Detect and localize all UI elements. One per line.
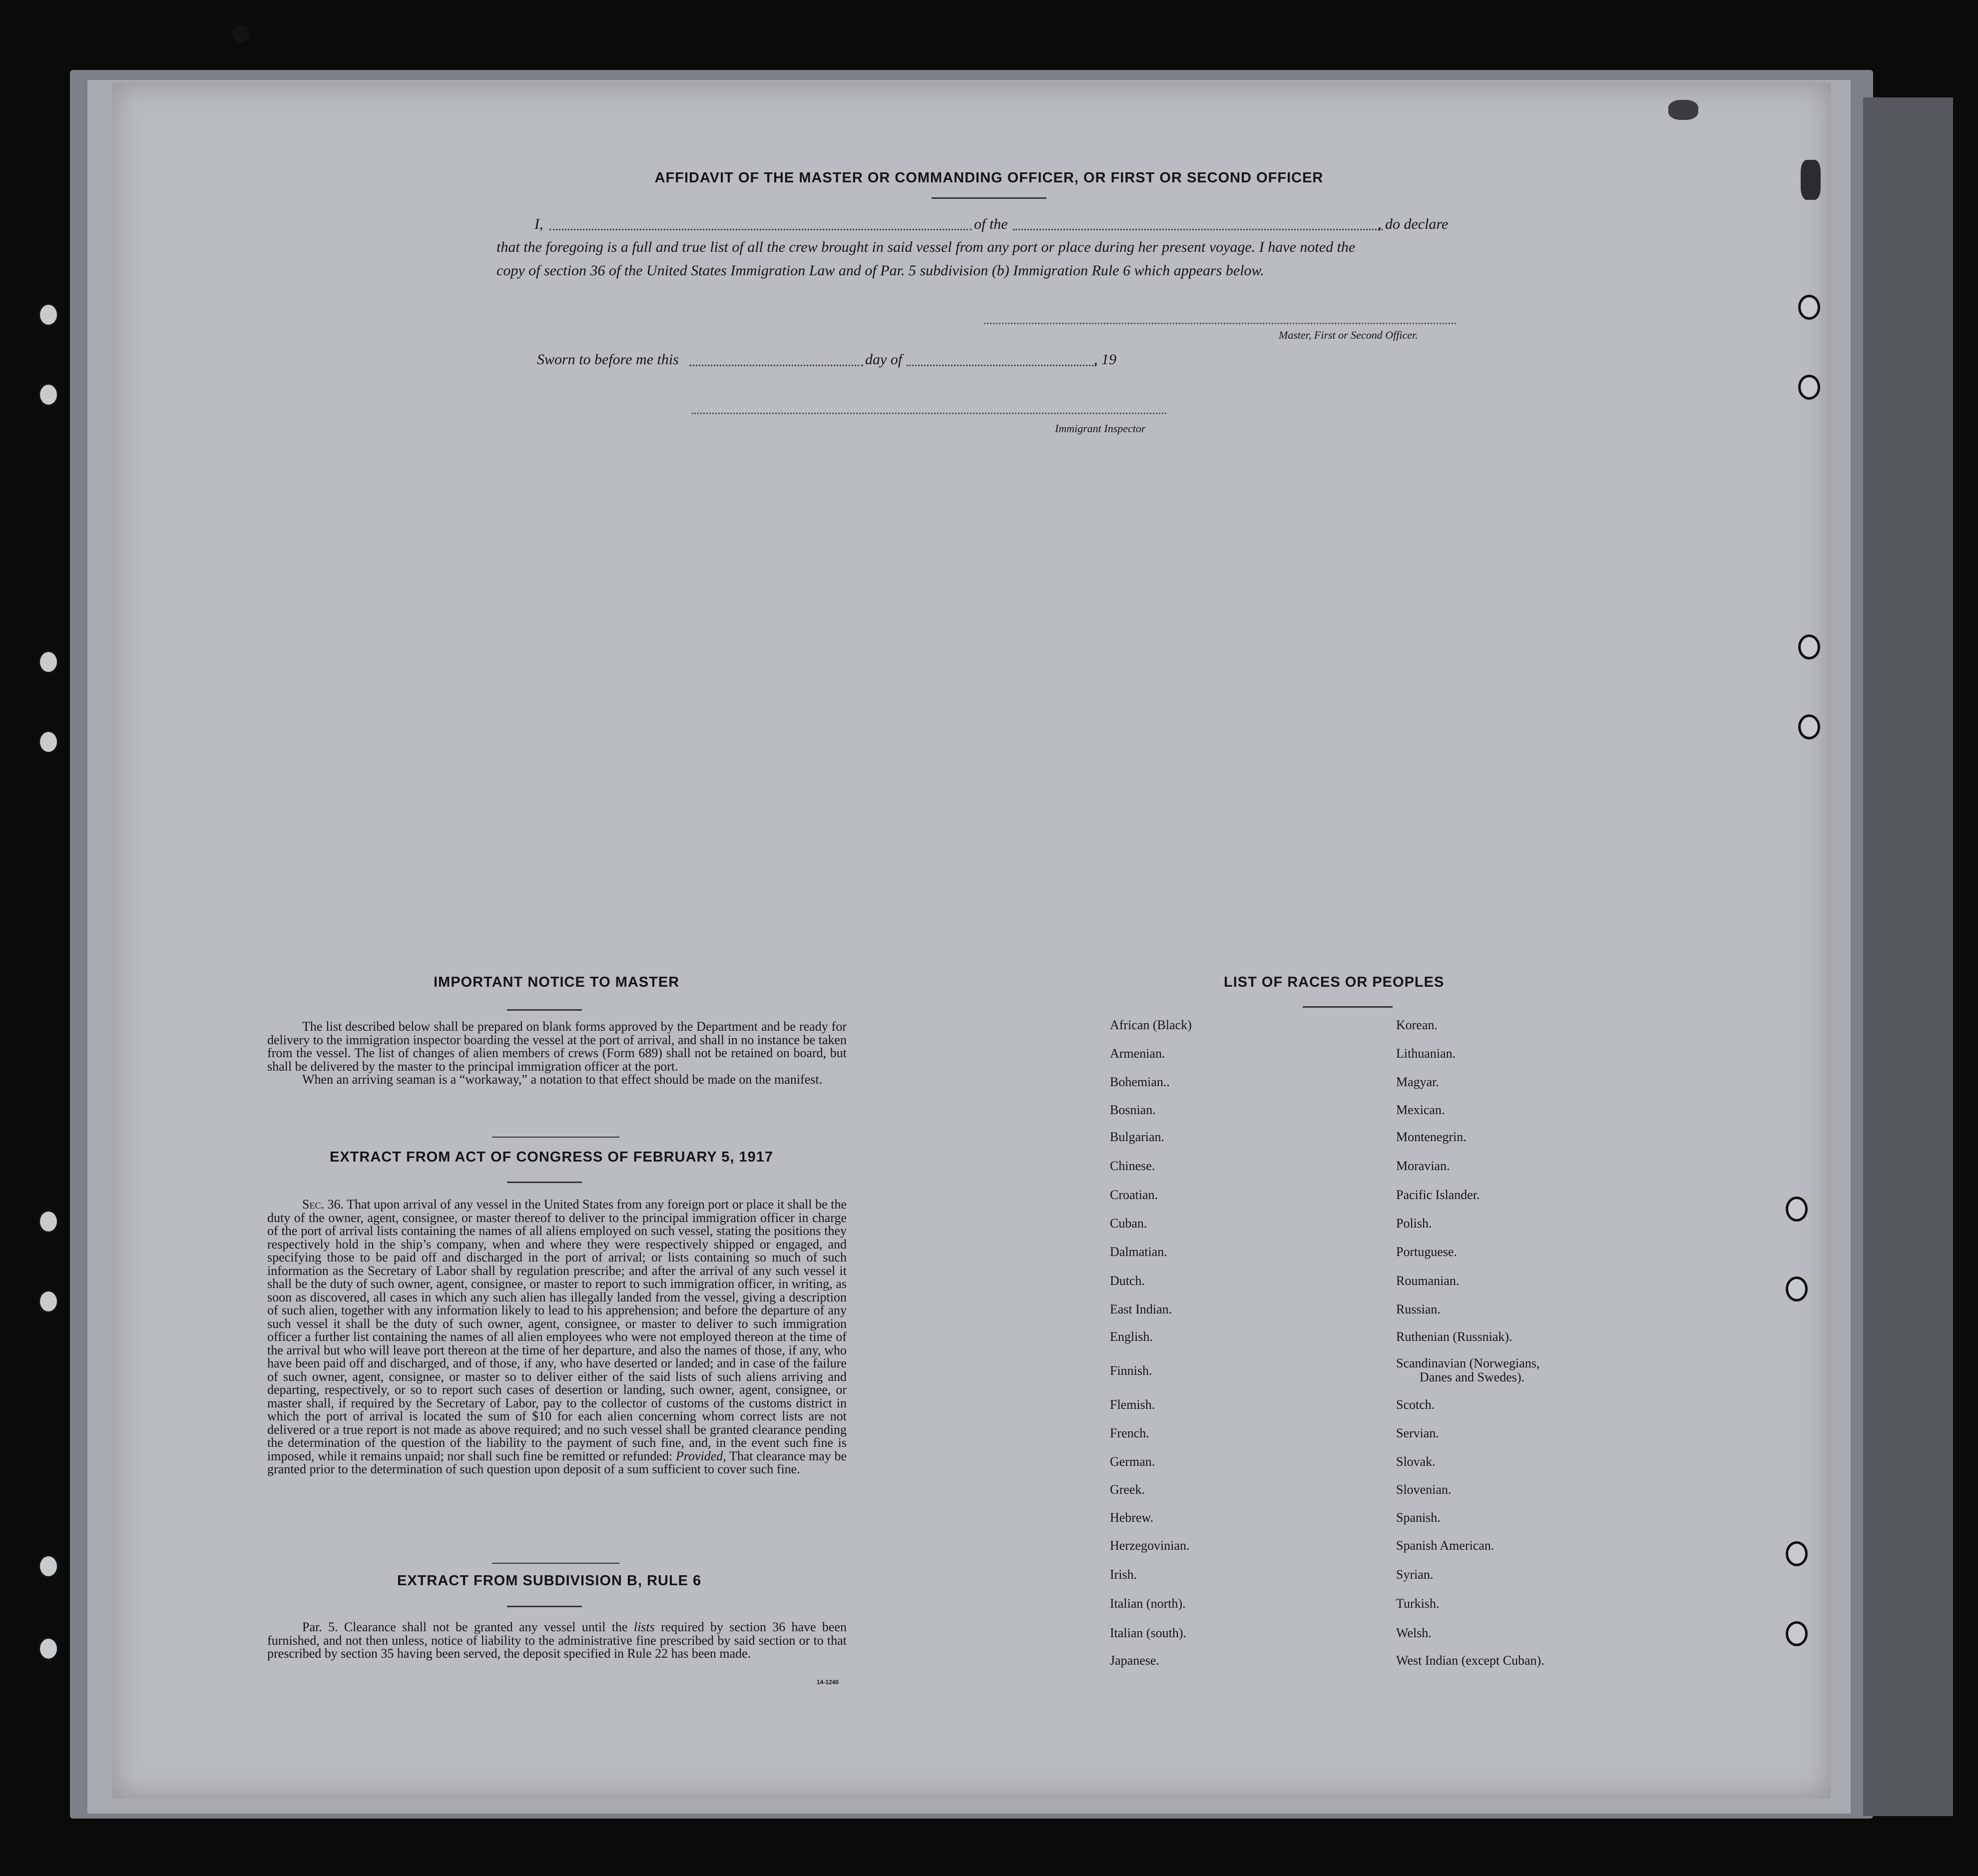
race-item: Italian (south). bbox=[1110, 1626, 1187, 1640]
sworn-month-blank bbox=[907, 365, 1096, 366]
races-rule bbox=[1303, 1006, 1393, 1008]
race-item: French. bbox=[1110, 1426, 1149, 1440]
notice-rule bbox=[507, 1009, 582, 1011]
race-item: Bulgarian. bbox=[1110, 1130, 1165, 1144]
inspector-label: Immigrant Inspector bbox=[1055, 422, 1146, 435]
race-item: Bosnian. bbox=[1110, 1103, 1156, 1117]
race-item: East Indian. bbox=[1110, 1302, 1172, 1316]
proviso-label: Provided, bbox=[675, 1448, 726, 1463]
race-item: Spanish. bbox=[1396, 1510, 1441, 1525]
race-item: Slovenian. bbox=[1396, 1482, 1452, 1497]
race-item: Portuguese. bbox=[1396, 1245, 1458, 1259]
binding-hole bbox=[37, 1289, 59, 1314]
race-item: Welsh. bbox=[1396, 1626, 1432, 1640]
rule-rule bbox=[507, 1606, 582, 1607]
act-text: That upon arrival of any vessel in the United States from any foreign port or place it shall be the duty of the owner, agent, consignee, or master thereof to deliver to the principal immigration officer in charge of the port of arrival lists containing the names of all aliens employed on such vessel, stating the positions they respectively hold in the ship’s company, when and where they were respectively shipped or engaged, and specifying those to be paid off and discharged in the port of arrival; or lists containing so much of such information as the Secretary of Labor shall by regulation prescribe; and after the arrival of any such vessel it shall be the duty of such owner, agent, consignee, or master to report to such immigration officer, in writing, as soon as discovered, all cases in which any such alien has illegally landed from the vessel, giving a description of such alien, together with any information likely to lead to his apprehension; and before the departure of any such vessel it shall be the duty of such owner, agent, consignee, or master to deliver to such immigration officer a further list containing the names of all alien employees who were not employed thereon at the time of the arrival but who will leave port thereon at the time of her departure, and also the names of those, if any, who have been paid off and discharged, and of those, if any, who have deserted or landed; and in case of the failure of such owner, agent, consignee, or master so to deliver either of the said lists of such aliens arriving and departing, respectively, or so to report such cases of desertion or landing, such owner, agent, consignee, or master shall, if required by the Secretary of Labor, pay to the collector of customs of the customs district in which the port of arrival is located the sum of $10 for each alien concerning whom correct lists are not delivered or a true report is not made as above required; and no such vessel shall be granted clearance pending the determination of the question of the liability to the payment of such fine, and, in the event such fine is imposed, while it remains unpaid; nor shall such fine be remitted or refunded: bbox=[267, 1197, 847, 1463]
race-item: Magyar. bbox=[1396, 1075, 1439, 1089]
binding-hole bbox=[37, 729, 59, 754]
binding-hole bbox=[37, 302, 59, 327]
race-item: German. bbox=[1110, 1454, 1155, 1469]
inspector-signature-line bbox=[692, 413, 1166, 414]
binding-hole bbox=[1798, 714, 1820, 739]
sworn-day-blank bbox=[689, 365, 863, 366]
title-rule bbox=[932, 197, 1046, 199]
rule-text-before: Par. 5. Clearance shall not be granted any vessel until the bbox=[302, 1620, 628, 1634]
race-item: Spanish American. bbox=[1396, 1538, 1494, 1553]
notice-paragraph: The list described below shall be prepared on blank forms approved by the Department and be ready for delivery to the immigration inspector boarding the vessel at the port of arrival, and shall in no instance be taken from the vessel. The list of changes of alien members of crews (Form 689) shall not be retained on board, but shall be delivered by the master to the principal immigration officer at the port. bbox=[267, 1019, 847, 1074]
notice-title: IMPORTANT NOTICE TO MASTER bbox=[434, 974, 680, 990]
rule-text-after: required by section 36 have been furnished, and not then unless, notice of liability to the administrative fine prescribed by said section or to that prescribed by section 35 having been served, the deposit specified in Rule 22 has been made. bbox=[267, 1620, 847, 1661]
binding-hole bbox=[1786, 1621, 1808, 1646]
race-item: Irish. bbox=[1110, 1567, 1137, 1582]
race-item: Scandinavian (Norwegians, bbox=[1396, 1356, 1540, 1370]
ink-blot bbox=[1668, 100, 1698, 120]
race-item: Slovak. bbox=[1396, 1454, 1436, 1469]
binding-hole bbox=[1798, 375, 1820, 400]
binding-hole bbox=[1798, 634, 1820, 659]
section-label: Sec. 36. bbox=[302, 1197, 344, 1212]
race-item: Danes and Swedes). bbox=[1420, 1370, 1525, 1384]
race-item: Greek. bbox=[1110, 1482, 1145, 1497]
race-item: Polish. bbox=[1396, 1216, 1432, 1231]
sworn-prefix: Sworn to before me this bbox=[537, 351, 679, 368]
race-item: Turkish. bbox=[1396, 1596, 1440, 1611]
affidavit-i: I, bbox=[534, 216, 543, 232]
master-signature-label: Master, First or Second Officer. bbox=[1279, 329, 1418, 341]
race-item: Herzegovinian. bbox=[1110, 1538, 1190, 1553]
rule-extract-body bbox=[267, 1621, 847, 1661]
race-item: Dutch. bbox=[1110, 1273, 1145, 1288]
race-item: Roumanian. bbox=[1396, 1273, 1460, 1288]
notice-body bbox=[267, 1020, 847, 1087]
divider bbox=[492, 1137, 619, 1138]
punch-mark bbox=[232, 25, 249, 42]
race-item: Mexican. bbox=[1396, 1103, 1445, 1117]
act-extract-title: EXTRACT FROM ACT OF CONGRESS OF FEBRUARY 5, 1917 bbox=[330, 1149, 774, 1165]
race-item: Montenegrin. bbox=[1396, 1130, 1467, 1144]
name-blank bbox=[549, 229, 972, 230]
binding-hole bbox=[1786, 1197, 1808, 1222]
race-item: Servian. bbox=[1396, 1426, 1439, 1440]
divider bbox=[492, 1563, 619, 1564]
race-item: Scotch. bbox=[1396, 1397, 1435, 1412]
master-signature-line bbox=[984, 323, 1456, 324]
affidavit-title: AFFIDAVIT OF THE MASTER OR COMMANDING OFFICER, OR FIRST OR SECOND OFFICER bbox=[654, 170, 1324, 186]
sworn-year: , 19 bbox=[1094, 351, 1116, 368]
form-page bbox=[112, 82, 1831, 1799]
race-item: Japanese. bbox=[1110, 1653, 1159, 1668]
vessel-blank bbox=[1013, 229, 1383, 230]
race-item: Flemish. bbox=[1110, 1397, 1155, 1412]
race-item: Russian. bbox=[1396, 1302, 1441, 1316]
affidavit-declare: , do declare bbox=[1378, 216, 1449, 232]
race-item: Hebrew. bbox=[1110, 1510, 1154, 1525]
race-item: Korean. bbox=[1396, 1018, 1438, 1032]
race-item: Ruthenian (Russniak). bbox=[1396, 1329, 1512, 1344]
affidavit-line3: copy of section 36 of the United States Immigration Law and of Par. 5 subdivision (b) Immigration Rule 6 which appears below. bbox=[496, 262, 1264, 279]
race-item: Dalmatian. bbox=[1110, 1245, 1167, 1259]
binding-hole bbox=[37, 1554, 59, 1579]
race-item: Cuban. bbox=[1110, 1216, 1147, 1231]
binding-hole bbox=[37, 1209, 59, 1234]
affidavit-line2: that the foregoing is a full and true list of all the crew brought in said vessel from any port or place during her present voyage. I have noted the bbox=[496, 239, 1356, 255]
race-item: Bohemian.. bbox=[1110, 1075, 1170, 1089]
binding-hole bbox=[1786, 1541, 1808, 1566]
rule-extract-title: EXTRACT FROM SUBDIVISION B, RULE 6 bbox=[397, 1573, 702, 1589]
act-extract-body bbox=[267, 1198, 847, 1476]
race-item: Croatian. bbox=[1110, 1188, 1158, 1202]
binding-hole bbox=[1786, 1276, 1808, 1301]
race-item: Chinese. bbox=[1110, 1159, 1155, 1173]
race-item: Syrian. bbox=[1396, 1567, 1434, 1582]
race-item: Lithuanian. bbox=[1396, 1046, 1456, 1061]
race-item: Finnish. bbox=[1110, 1363, 1152, 1378]
races-title: LIST OF RACES OR PEOPLES bbox=[1224, 974, 1445, 990]
notice-paragraph: When an arriving seaman is a “workaway,” a notation to that effect should be made on the manifest. bbox=[302, 1072, 823, 1087]
proviso-text: That clearance may be granted prior to the determination of such question upon deposit of a sum sufficient to cover such fine. bbox=[267, 1448, 847, 1476]
race-item: Moravian. bbox=[1396, 1159, 1450, 1173]
race-item: Pacific Islander. bbox=[1396, 1188, 1480, 1202]
race-item: Armenian. bbox=[1110, 1046, 1165, 1061]
affidavit-of-the: of the bbox=[974, 216, 1008, 232]
sworn-day-of: day of bbox=[865, 351, 903, 368]
rule-text-emph: lists bbox=[633, 1620, 655, 1634]
race-item: English. bbox=[1110, 1329, 1153, 1344]
race-item: African (Black) bbox=[1110, 1018, 1192, 1032]
race-item: Italian (north). bbox=[1110, 1596, 1186, 1611]
binding-hole bbox=[37, 382, 59, 407]
binding-hole bbox=[37, 1636, 59, 1661]
binding-hole bbox=[1798, 295, 1820, 320]
form-number: 14-1240 bbox=[817, 1679, 839, 1686]
act-rule bbox=[507, 1182, 582, 1183]
binder-strip bbox=[1863, 97, 1953, 1816]
race-item: West Indian (except Cuban). bbox=[1396, 1653, 1544, 1668]
binding-hole bbox=[37, 649, 59, 674]
